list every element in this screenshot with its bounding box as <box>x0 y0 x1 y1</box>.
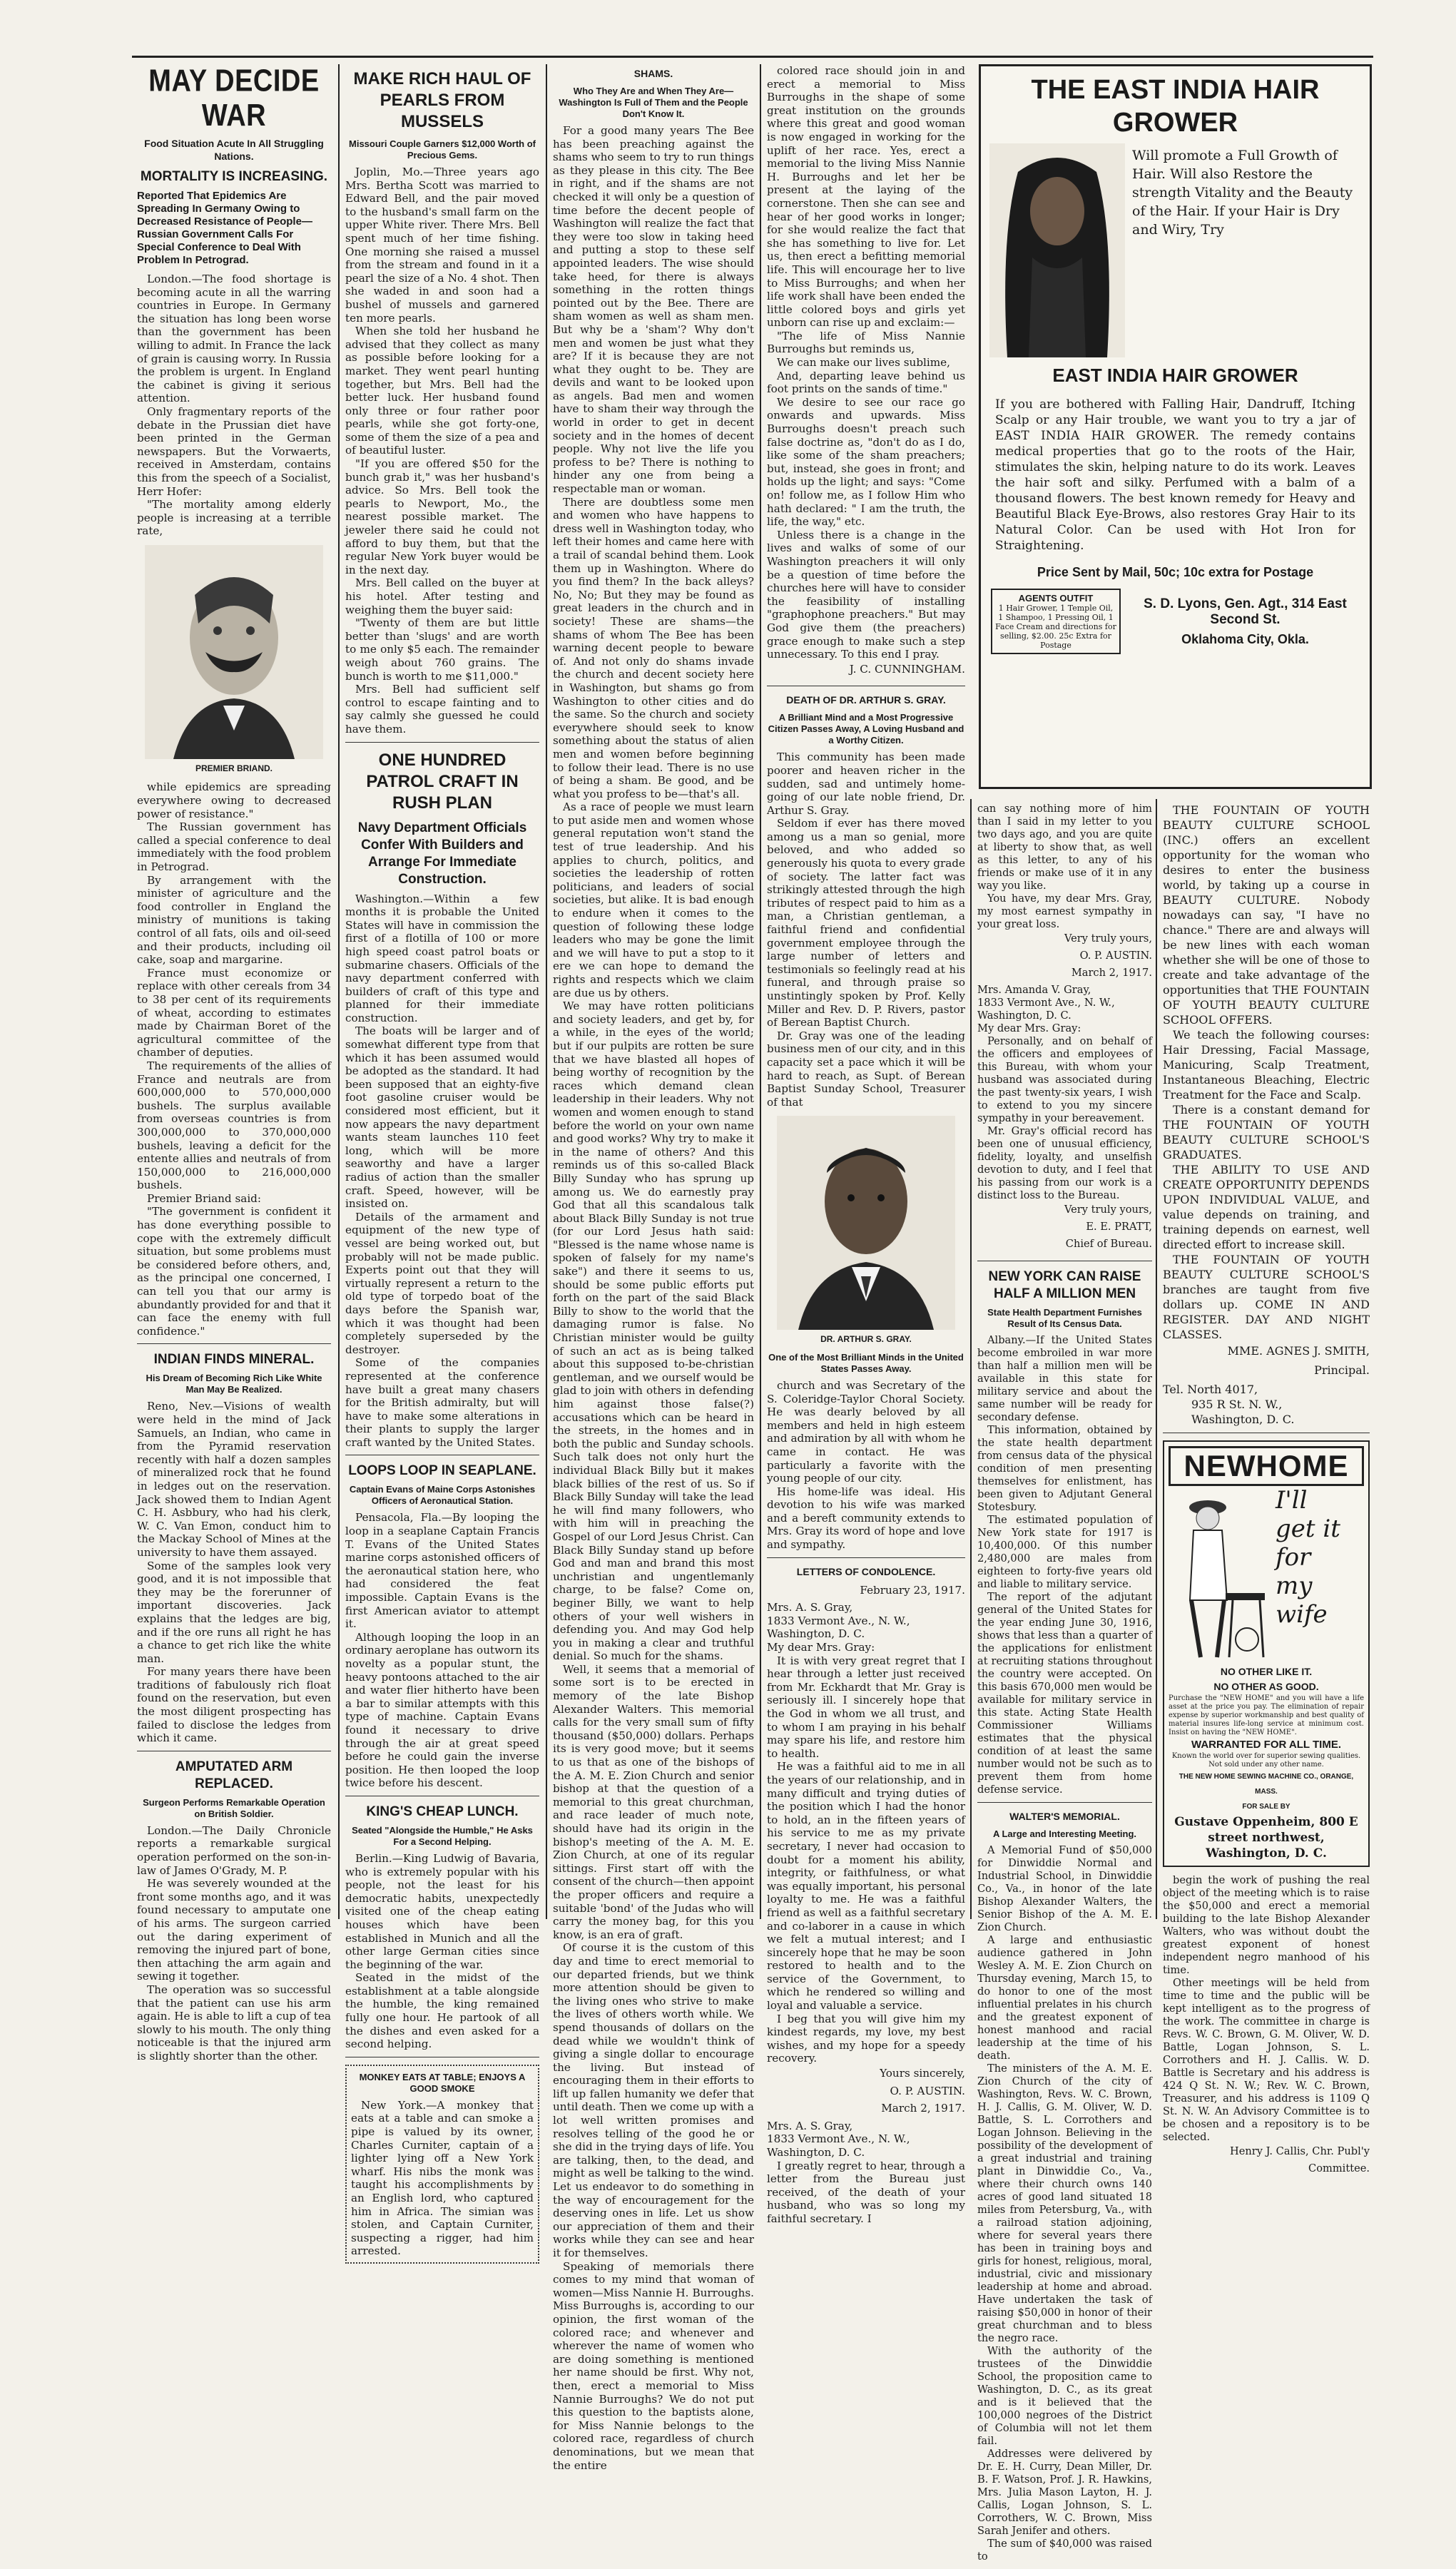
column-rule-3 <box>760 64 761 1919</box>
paragraph: We teach the following courses: Hair Dressing, Facial Massage, Manicuring, Scalp Treatment, Instantaneous Bleaching, Electric Treatment for the Face and Scalp. <box>1163 1028 1370 1102</box>
paragraph: New York.—A monkey that eats at a table and can smoke a pipe is valued by its owner, Charles Curniter, captain of a lighter lying off a New York wharf. His nibs the monk was taught his accomplishments by an English lord, who captured him in Africa. The simian was stolen, and Captain Curniter, suspecting a rigger, had him arrested. <box>351 2098 534 2258</box>
paragraph: Some of the companies represented at the conference have built a great many chasers for the British admiralty, but will have to make some alterations in their plants to supply the larger craft wanted by the United States. <box>345 1356 539 1449</box>
paragraph: The operation was so successful that the patient can use his arm again. He is able to lift a cup of tea slowly to his mouth. The only thing noticeable is that the injured arm is slightly shorter than the other. <box>137 1983 331 2062</box>
paragraph: Well, it seems that a memorial of some sort is to be erected in memory of the late Bishop Alexander Walters. This memorial calls for the very small sum of fifty thousand ($50,000) dollars. Perhaps its is very good move; but it seems to us that as one of the bishops of the A. M. E. Zion Church and senior bishop at that the question of a memorial to this great churchman, and race leader of much note, should have had its origin in the bishop's meeting of the A. M. E. Zion Church, at one of its regular sittings. First start off with the consent of the church—then appoint the proper officers and require a suitable 'bond' of the Judas who will carry the money bag, for this you know, is an era of graft. <box>553 1662 754 1941</box>
column-1 <box>137 63 331 2062</box>
phone: Tel. North 4017, <box>1163 1383 1258 1396</box>
address-line: Mrs. Amanda V. Gray, <box>977 984 1091 996</box>
paragraph: You have, my dear Mrs. Gray, my most earnest sympathy in your great loss. <box>977 892 1152 930</box>
paragraph: It is with very great regret that I hear through a letter just received from Mr. Eckhardt that Mr. Gray is seriously ill. I sincerely hope that the God in whom we all trust, and to whom I am praying in his behalf may spare his life, and restore him to health. <box>767 1654 965 1760</box>
paragraph: He was severely wounded at the front some months ago, and it was found necessary to amputate one of his arms. The surgeon carried out the daring experiment of removing the injured part of bone, then attaching the arm again and sewing it together. <box>137 1877 331 1983</box>
dealer: Gustave Oppenheim, 800 E street northwest, Washington, D. C. <box>1174 1815 1358 1861</box>
verse-line: And, departing leave behind us foot prints on the sands of time." <box>767 369 965 396</box>
article-letters-of-condolence <box>767 1565 965 2232</box>
article-monkey <box>345 2065 539 2264</box>
headline: LETTERS OF CONDOLENCE. <box>796 1565 936 1577</box>
paragraph: With the authority of the trustees of the Dinwiddie School, the proposition came to Washington, D. C., as its great and is it believed that the 100,000 negroes of the District of Columbia will not let them fail. <box>977 2345 1152 2447</box>
deck: Captain Evans of Maine Corps Astonishes Officers of Aeronautical Station. <box>349 1484 536 1507</box>
paragraph: Pensacola, Fla.—By looping the loop in a seaplane Captain Francis T. Evans of the United States marine corps astonished officers of the aeronautical station here, who had considered the feat impossible. Captain Evans is the first American aviator to attempt it. <box>345 1511 539 1631</box>
fine-print: Purchase the "NEW HOME" and you will have a life asset at the price you pay. The elimination of repair expense by superior workmanship and best quality of material insures life-long service at minimum cost. Insist on having the "NEW HOME". <box>1169 1694 1364 1736</box>
ad-new-home-sewing-machine <box>1163 1440 1370 1867</box>
ad-description: If you are bothered with Falling Hair, Dandruff, Itching Scalp or any Hair trouble, we want you to try a jar of EAST INDIA HAIR GROWER. The remedy contains medical properties that go to the roots of the Hair, stimulates the skin, helping nature to do its work. Leaves the hair soft and silky. Perfumed with a balm of a thousand flowers. The best known remedy for Heavy and Beautiful Black Eye-Brows, also restores Gray Hair to its Natural Color. Can be used with Hot Iron for Straightening. <box>995 397 1355 553</box>
column-3 <box>553 64 755 2472</box>
address-line: Mrs. A. S. Gray, <box>767 1601 853 1614</box>
signature: Very truly yours, <box>1064 932 1152 945</box>
portrait-caption: PREMIER BRIAND. <box>195 763 273 773</box>
paragraph: Premier Briand said: <box>147 1191 262 1205</box>
paragraph: Reno, Nev.—Visions of wealth were held in the mind of Jack Samuels, an Indian, who came in from the Pyramid reservation recently with half a dozen samples of mineralized rock that he found in ledges out on the reservation. Jack showed them to Indian Agent C. H. Asbbury, who had his clerk, W. C. Van Emon, conduct him to the Mackay School of Mines at the university to have them assayed. <box>137 1400 331 1559</box>
deck: A Brilliant Mind and a Most Progressive Citizen Passes Away, A Loving Husband and a Worthy Citizen. <box>768 712 964 746</box>
deck: Reported That Epidemics Are Spreading In Germany Owing to Decreased Resistance of People—Russian Government Calls For Special Conference to Deal With Problem In Petrograd. <box>137 190 312 266</box>
paragraph: Speaking of memorials there comes to my mind that woman of women—Miss Nannie H. Burroughs. Miss Burroughs is, according to our opinion, the first woman of the colored race; and whenever and wherever the name of women who are doing something is mentioned her name should be first. Why not, then, erect a memorial to Miss Nannie Burroughs? We do not put this question to the baptists alone, for Miss Nannie belongs to the colored race, regardless of church denominations, but we mean that the entire <box>553 2259 754 2472</box>
headline: MAKE RICH HAUL OF PEARLS FROM MUSSELS <box>353 69 531 131</box>
ad-agent: S. D. Lyons, Gen. Agt., 314 East Second St. <box>1144 596 1347 627</box>
article-walters-memorial <box>977 1810 1152 2569</box>
letters-continued <box>977 803 1152 1261</box>
column-6 <box>1163 803 1370 2174</box>
column-rule-5 <box>1156 799 1157 1919</box>
paragraph: The boats will be larger and of somewhat different type from that which it has been assumed would be adopted as the standard. It had been supposed that an eighty-five foot gasoline cruiser would be considered most efficient, but it now appears the navy department wants steam launches 110 feet long, which will be more seaworthy and have a larger radius of action than the smaller craft. Speed, however, will be insisted on. <box>345 1024 539 1211</box>
deck: Surgeon Performs Remarkable Operation on British Soldier. <box>143 1796 325 1819</box>
paragraph: Washington.—Within a few months it is probable the United States will have in commission the first of a flotilla of 100 or more high speed coast patrol boats or submarine chasers. Officials of the navy department conferred with builders of craft of this type and planned for their immediate construction. <box>345 892 539 1024</box>
paragraph: Dr. Gray was one of the leading business men of our city, and in this capacity set a pace which it will be hard to reach, as Supt. of Berean Baptist Sunday School, Treasurer of that <box>767 1029 965 1109</box>
article-patrol-craft <box>345 750 539 1456</box>
principal-title: Principal. <box>1314 1363 1370 1377</box>
agents-outfit-title: AGENTS OUTFIT <box>1018 593 1094 604</box>
verse-line: We can make our lives sublime, <box>777 356 950 370</box>
paragraph: A Memorial Fund of $50,000 for Dinwiddie Normal and Industrial School, in Dinwiddie Co., Va., in honor of the late Bishop Alexander Walters, the Senior Bishop of the A. M. E. Zion Church. <box>977 1844 1152 1933</box>
agents-outfit-contents: 1 Hair Grower, 1 Temple Oil, 1 Shampoo, 1 Pressing Oil, 1 Face Cream and directions for selling, $2.00. 25c Extra for Postage <box>995 604 1116 650</box>
tagline: NO OTHER LIKE IT. <box>1220 1666 1313 1677</box>
paragraph: "Twenty of them are but little better than 'slugs' and are worth to me only $5 each. The remainder weigh about 760 grains. The bunch is worth to me $11,000." <box>345 616 539 683</box>
tagline: NO OTHER AS GOOD. <box>1213 1681 1319 1692</box>
column-rule-2 <box>546 64 547 1919</box>
article-indian-finds-mineral <box>137 1351 331 1751</box>
address-line: 1833 Vermont Ave., N. W., <box>977 997 1115 1009</box>
address-line: 1833 Vermont Ave., N. W., <box>767 2132 910 2146</box>
deck: Food Situation Acute In All Struggling Nations. <box>144 138 324 162</box>
paragraph: London.—The food shortage is becoming acute in all the warring countries in Europe. In Germany the situation has long been worse than the government has been willing to admit. In France the lack of grain is causing worry. In Russia the problem is urgent. In England the cabinet is giving it serious attention. <box>137 273 331 405</box>
paragraph: Of course it is the custom of this day and time to erect memorial to our departed friends, but we think more attention should be given to the living ones who strive to make the lives of others worth while. We spend thousands of dollars on the dead while we wouldn't think of giving a single dollar to encourage the living. But instead of encouraging them in their efforts to lift up fallen humanity we defer that until death. Then we come up with a lot well written promises and resolves telling of the good he or she did in the trying days of life. You are talking, then, to the dead, and might as well be talking to the wind. Let us endeavor to do something in the way of encouragement for the deserving ones in life. Let us show our appreciation of them and their works while they can see and hear it for themselves. <box>553 1941 754 2259</box>
article-loops-loop <box>345 1462 539 1796</box>
column-rule-1 <box>338 64 340 1919</box>
signature: Committee. <box>1308 2162 1370 2174</box>
paragraph: France must economize or replace with other cereals from 34 to 38 per cent of its requirements of wheat, according to estimates made by Chairman Boret of the agricultural committee of the chamber of deputies. <box>137 966 331 1059</box>
letter-date: March 2, 1917. <box>881 2102 965 2115</box>
article-death-of-dr-gray <box>767 693 965 1557</box>
article-amputated-arm <box>137 1759 331 2069</box>
ad-city: Oklahoma City, Okla. <box>1181 631 1309 646</box>
paragraph: colored race should join in and erect a memorial to Miss Burroughs in the shape of some great institution on the grounds where this great and good woman is now engaged in working for the uplift of her race. Yes, erect a memorial to the living Miss Nannie H. Burroughs and let her be present at the laying of the cornerstone. Then she can see and hear of her good works in longer; for she would realize the fact that she has something to live for. Let us, then erect a befitting memorial life. This will encourage her to live to Miss Burroughs; and when her life work shall have been ended the little colored boys and girls yet unborn can rise up and exclaim:— <box>767 64 965 330</box>
warranty: WARRANTED FOR ALL TIME. <box>1191 1739 1341 1751</box>
paragraph: The report of the adjutant general of the United States for the year ending June 30, 1916, shows that less than a quarter of the applications for enlistment at recruiting stations throughout the country were accepted. On this basis 670,000 men would be available for military service in this state. Acting State Health Commissioner Williams estimates that the physical condition of at least the same number would not be such as to prevent them from home defense service. <box>977 1591 1152 1796</box>
portrait-dr-arthur-gray <box>777 1116 955 1330</box>
paragraph: His home-life was ideal. His devotion to his wife was marked and a bereft community extends to Mrs. Gray its word of hope and love and sympathy. <box>767 1485 965 1552</box>
headline: MONKEY EATS AT TABLE; ENJOYS A GOOD SMOKE <box>359 2071 526 2094</box>
address-line: Washington, D. C. <box>977 1009 1071 1022</box>
letter-date: March 2, 1917. <box>1071 967 1152 979</box>
verse-line: "The life of Miss Nannie Burroughs but reminds us, <box>767 329 965 356</box>
letter-date: February 23, 1917. <box>860 1583 965 1597</box>
principal-name: MME. AGNES J. SMITH, <box>1227 1344 1370 1358</box>
paragraph: Some of the samples look very good, and it is not impossible that they may be the forerunner of important discoveries. Jack explains that the ledges are big, and if the ore runs all right he has a chance to get rich like the white man. <box>137 1559 331 1665</box>
headline: KING'S CHEAP LUNCH. <box>366 1804 519 1819</box>
signature: Chief of Bureau. <box>1065 1238 1152 1250</box>
manufacturer: THE NEW HOME SEWING MACHINE CO., ORANGE, MASS. <box>1178 1773 1354 1796</box>
article-kings-lunch <box>345 1804 539 2057</box>
signature: Yours sincerely, <box>880 2067 965 2080</box>
headline: DEATH OF DR. ARTHUR S. GRAY. <box>786 694 946 706</box>
paragraph: can say nothing more of him than I said in my letter to you two days ago, and you are quite at liberty to show that, as well as this letter, to any of his friends or make use of it in any way you like. <box>977 803 1152 892</box>
salutation: My dear Mrs. Gray: <box>767 1641 875 1654</box>
ad-title-2: EAST INDIA HAIR GROWER <box>1052 365 1298 386</box>
paragraph: The estimated population of New York state for 1917 is 10,400,000. Of this number 2,480,000 are males from eighteen to forty-five years old and liable to military service. <box>977 1514 1152 1590</box>
paragraph: By arrangement with the minister of agriculture and the food controller in England the ministry of munitions is taking control of all fats, oils and oil-seed and their products, including oil cake, soap and margarine. <box>137 873 331 967</box>
paragraph: I greatly regret to hear, through a letter from the Bureau just received, of the death of your husband, who was so long my faithful secretary. I <box>767 2159 965 2225</box>
paragraph: This community has been made poorer and heaven richer in the sudden, sad and untimely home-going of our late noble friend, Dr. Arthur S. Gray. <box>767 751 965 817</box>
column-4 <box>767 64 965 2225</box>
man-with-sewing-machine-image <box>1169 1486 1268 1664</box>
headline: SHAMS. <box>633 68 673 79</box>
slogan-line: my wife <box>1276 1572 1328 1629</box>
deck: State Health Department Furnishes Result of Its Census Data. <box>987 1307 1142 1329</box>
paragraph: Although looping the loop in an ordinary aeroplane has outworn its novelty as a popular stunt, the heavy pontoons attached to the air and water flier hitherto have been a bar to similar attempts with this type of machine. Captain Evans found it necessary to drive through the air at great speed before he could gain the inverse position. He then looped the loop twice before his descent. <box>345 1630 539 1790</box>
deck: Who They Are and When They Are—Washington Is Full of Them and the People Don't Know It. <box>559 86 748 119</box>
column-2 <box>345 64 539 2258</box>
address-line: Washington, D. C. <box>767 1627 865 1641</box>
deck: His Dream of Becoming Rich Like White Man May Be Realized. <box>146 1373 322 1395</box>
paragraph: Mrs. Bell called on the buyer at his hotel. After testing and weighing them the buyer said: <box>345 576 539 616</box>
paragraph: We desire to see our race go onwards and upwards. Miss Burroughs doesn't preach such false doctrine as, "don't do as I do, like some of the sham preachers; but, instead, she goes in front; and holds up the light; and says: "Come on! follow me, as I follow Him who hath declared: " I am the truth, the life, the way," etc. <box>767 395 965 529</box>
column-rule-4 <box>970 799 972 1919</box>
paragraph: London.—The Daily Chronicle reports a remarkable surgical operation performed on the son-in-law of James O'Grady, M. P. <box>137 1823 331 1877</box>
paragraph: Mrs. Bell had sufficient self control to escape fainting and to say calmly she guessed he could have them. <box>345 683 539 736</box>
article-may-decide-war <box>137 63 331 1344</box>
ad-price: Price Sent by Mail, 50c; 10c extra for Postage <box>1037 565 1314 579</box>
slogan-line: for <box>1276 1543 1311 1572</box>
top-rule <box>132 56 1373 58</box>
address-line: Washington, D. C. <box>767 2146 865 2159</box>
signature: O. P. AUSTIN. <box>890 2084 965 2097</box>
headline: WALTER'S MEMORIAL. <box>1009 1811 1120 1822</box>
paragraph: We may have rotten politicians and society leaders, and get by, for a while, in the eyes of the world; but if our pulpits are rotten be sure that we have blasted all hopes of being worthy of recognition by the races which demand clean leadership in their leaders. Why not women and women enough to stand before the world on your own name and good works? Why try to make it in the name of others? And this reminds us of this so-called Black Billy Sunday who has sprung up among us. We do earnestly pray God that all this scandalous talk about Black Billy Sunday is not true (for our Lord Jesus hath said: "Blessed is the name whose name is spoken of falsely for my name's sake") and there it seems to us, should be some public efforts put forth on the part of the said Black Billy to show to the world that the damaging rumor is false. No Christian minister would be guilty of such an act as is being talked about this supposed to-be-christian gentleman, and we ourself would be glad to join with others in defending him against those false(?) accusations which can be heard in the streets, in the homes and in both the public and Sunday schools. Such talk does not only hurt the individual Black Billy but it makes black billies of the rest of us. So if Black Billy Sunday will take the lead he will find many followers, who with him will in preaching the Gospel of our Lord Jesus Christ. Can Black Billy Sunday stand up before God and man and brand this most unchristian and ungentlemanly charge, to be false? Come on, beginer Billy, we want to help others of your well wishers in defending you. And may God help you in making a clear and truthful denial. So much for the shams. <box>553 999 754 1663</box>
deck: A Large and Interesting Meeting. <box>992 1828 1137 1839</box>
ad-intro: Will promote a Full Growth of Hair. Will also Restore the strength Vitality and the Beauty of the Hair. If your Hair is Dry and Wiry, Try <box>1132 148 1353 238</box>
signature: J. C. CUNNINGHAM. <box>849 662 965 676</box>
headline: LOOPS LOOP IN SEAPLANE. <box>348 1463 536 1479</box>
subhead: MORTALITY IS INCREASING. <box>140 169 328 184</box>
ad-east-india-hair-grower <box>979 64 1372 789</box>
paragraph: The requirements of the allies of France and neutrals are from 600,000,000 to 570,000,000 bushels. The surplus available from overseas countries is from 300,000,000 to 370,000,000 bushels, leaving a deficit for the entente allies and neutrals of from 150,000,000 to 216,000,000 bushels. <box>137 1059 331 1192</box>
signature: Henry J. Callis, Chr. Publ'y <box>1230 2145 1370 2157</box>
deck: Navy Department Officials Confer With Builders and Arrange For Immediate Construction. <box>357 820 527 887</box>
ad-title: THE EAST INDIA HAIR GROWER <box>1031 75 1320 138</box>
paragraph: The ministers of the A. M. E. Zion Church of the city of Washington, Revs. W. C. Brown, H. J. Callis, G. M. Oliver, W. D. Battle, S. L. Corrothers and Logan Johnson. Believing in the possibility of the development of a great industrial and training plant in Dinwiddie Co., Va., where their church owns 140 acres of good land situated 18 miles from Petersburg, Va., with a railroad station adjoining, where for several years there has been in training boys and girls for honest, religious, moral, industrial, civic and missionary leadership at home and abroad. Have undertaken the task of raising $50,000 in honor of their great churchman and to bless the negro race. <box>977 2062 1152 2344</box>
paragraph: "If you are offered $50 for the bunch grab it," was her husband's advice. So Mrs. Bell took the pearls to Newport, Mo., the nearest possible market. The jeweler there said he could not afford to buy them, but that the regular New York buyer would be in the next day. <box>345 457 539 576</box>
deck: Missouri Couple Garners $12,000 Worth of Precious Gems. <box>349 138 536 161</box>
article-walters-memorial-continued <box>1163 1874 1370 2185</box>
headline-may-decide-war: MAY DECIDE WAR <box>148 63 320 133</box>
paragraph: Seldom if ever has there moved among us a man so genial, more beloved, and who added so generously his quota to every grade of society. The latter fact was strikingly attested through the high tributes of respect paid to him as a man, a Christian gentleman, a faithful friend and confidential government employee through the large number of letters and testimonials so feelingly read at his funeral, and through praise so unstintingly spoken by Prof. Kelly Miller and Rev. D. P. Rivers, pastor of Berean Baptist Church. <box>767 817 965 1029</box>
paragraph: begin the work of pushing the real object of the meeting which is to raise the $50,000 and erect a memorial building to the late Bishop Alexander Walters, who was without doubt the greatest exponent of honest independent negro manhood of his time. <box>1163 1874 1370 1976</box>
paragraph: Personally, and on behalf of the officers and employees of this Bureau, with whom your husband was associated during the past twenty-six years, I wish to extend to you my sincere sympathy in your bereavement. <box>977 1035 1152 1124</box>
headline: AMPUTATED ARM REPLACED. <box>175 1759 293 1791</box>
salutation: My dear Mrs. Gray: <box>977 1022 1081 1034</box>
article-new-york-half-million <box>977 1268 1152 1803</box>
headline: INDIAN FINDS MINERAL. <box>153 1352 315 1368</box>
address-line: 935 R St. N. W., <box>1191 1398 1283 1411</box>
portrait-subcaption: One of the Most Brilliant Minds in the United States Passes Away. <box>768 1351 964 1374</box>
headline: NEW YORK CAN RAISE HALF A MILLION MEN <box>988 1269 1141 1301</box>
paragraph: There are doubtless some men and women who have happens to dress well in Washington today, who left their homes and came here with a trail of scandal behind them. Look them up in Washington. Where do you find them? In the back alleys? No, No; But they may be found as great leaders in the church and in society! These are shams—the shams of whom The Bee has been warning decent people to beware of. And not only do shams invade the church and decent society here in Washington, but shams go from Washington to other cities and do the same. So the church and society everywhere should seek to know something about the status of alien men and women before beginning to follow their lead. There is no use of being a sham. Be good, and be what you profess to be—that's all. <box>553 495 754 800</box>
headline: ONE HUNDRED PATROL CRAFT IN RUSH PLAN <box>366 750 519 813</box>
paragraph: Albany.—If the United States become embroiled in war more than half a million men will be available in this state for military service and about the same number will be ready for secondary defense. <box>977 1334 1152 1423</box>
signature: Very truly yours, <box>1064 1204 1152 1216</box>
slogan-line: I'll <box>1276 1486 1308 1515</box>
signature: O. P. AUSTIN. <box>1079 950 1152 962</box>
article-pearls <box>345 68 539 743</box>
portrait-premier-briand <box>145 545 323 759</box>
signature: E. E. PRATT, <box>1086 1221 1152 1233</box>
paragraph: Seated in the midst of the establishment at a table alongside the humble, the king remained fully one hour. He partook of all the dishes and even asked for a second helping. <box>345 1971 539 2051</box>
paragraph: THE FOUNTAIN OF YOUTH BEAUTY CULTURE SCHOOL'S branches are taught from five dollars up. COME IN AND REGISTER. DAY AND NIGHT CLASSES. <box>1163 1253 1370 1341</box>
paragraph: He was a faithful aid to me in all the years of our relationship, and in many difficult and trying duties of the position which I had the honor to hold, an in the fifteen years of his service to me as my private secretary, I never had occasion to doubt for a moment his ability, integrity, or faithfulness, or what was equally important, his personal loyalty to me. He was a faithful friend as well as a faithful secretary and co-laborer in a cause in which we felt a mutual interest; and I sincerely hope that he may be soon restored to health and to the service of the Government, to which he rendered so willing and loyal and valuable a service. <box>767 1760 965 2013</box>
paragraph: "The mortality among elderly people is increasing at a terrible rate, <box>137 498 331 538</box>
paragraph: THE ABILITY TO USE AND CREATE OPPORTUNITY DEPENDS UPON INDIVIDUAL VALUE, and value depends on training, and training depends on earnest, well directed effort to increase skill. <box>1163 1163 1370 1251</box>
ad-fountain-of-youth-school <box>1163 803 1370 1433</box>
address-line: Mrs. A. S. Gray, <box>767 2119 853 2132</box>
paragraph: For many years there have been traditions of fabulously rich float found on the reservation, but even the most diligent prospecting has failed to disclose the ledges from which it came. <box>137 1665 331 1745</box>
paragraph: The Russian government has called a special conference to deal immediately with the food problem in Petrograd. <box>137 820 331 874</box>
portrait-caption: DR. ARTHUR S. GRAY. <box>820 1334 912 1345</box>
paragraph: I beg that you will give him my kindest regards, my love, my best wishes, and my hope for a speedy recovery. <box>767 2012 965 2065</box>
woman-portrait-image <box>989 143 1125 357</box>
article-shams-continued <box>767 64 965 686</box>
paragraph: When she told her husband he advised that they collect as many as possible before looking for a market. They went pearl hunting together, but Mrs. Bell had the better luck. Her husband found only three or four rather poor pearls, while she got forty-one, some of them the size of a pea and of beautiful luster. <box>345 325 539 457</box>
paragraph: "The government is confident it has done everything possible to cope with the extremely difficult situation, but some problems must be considered before others, and, as the principal one concerned, I can tell you that our army is abundantly provided for and that it can face the enemy with full confidence." <box>137 1205 331 1338</box>
paragraph: The sum of $40,000 was raised to <box>977 2538 1152 2563</box>
for-sale-by: FOR SALE BY <box>1242 1803 1290 1811</box>
slogan-line: get it <box>1276 1515 1340 1543</box>
paragraph: Addresses were delivered by Dr. E. H. Curry, Dean Miller, Dr. B. F. Watson, Prof. J. R. Hawkins, Mrs. Julia Mason Layton, H. J. Callis, Logan Johnson, S. L. Corrothers, W. C. Brown, Miss Sarah Jenifer and others. <box>977 2448 1152 2537</box>
paragraph: Details of the armament and equipment of the new type of vessel are being worked out, but probably will not be made public. Experts point out that they will virtually represent a return to the old type of torpedo boat of the days before the Spanish war, which it was thought had been completely superseded by the destroyer. <box>345 1210 539 1356</box>
paragraph: while epidemics are spreading everywhere owing to decreased power of resistance." <box>137 780 331 820</box>
paragraph: There is a constant demand for THE FOUNTAIN OF YOUTH BEAUTY CULTURE SCHOOL'S GRADUATES. <box>1163 1103 1370 1161</box>
fine-print: Known the world over for superior sewing qualities. Not sold under any other name. <box>1171 1752 1361 1769</box>
article-shams <box>553 67 754 2478</box>
paragraph: For a good many years The Bee has been preaching against the shams who seem to try to run things as they please in this city. The Bee in right, and if the shams are not checked it will only be a question of time before the decent people of Washington will realize the fact that they were too slow in taking heed and putting a stop to these self appointed leaders. The wise should take heed, for there is always something in the rotten things pointed out by the Bee. There are sham women as well as sham men. But why be a 'sham'? Why don't men and women be just what they are? If it is because they are not what they ought to be. They are devils and want to be looked upon as angels. Bad men and women have to sham their way through the world in order to get in decent society and in the homes of decent people. Why not live the life you profess to be? There is nothing to hinder any one from being a respectable man or woman. <box>553 124 755 496</box>
paragraph: THE FOUNTAIN OF YOUTH BEAUTY CULTURE SCHOOL (INC.) offers an excellent opportunity for the woman who desires to enter the business world, by taking up a course in BEAUTY CULTURE. Nobody nowadays can say, "I have no chance." There are and always will be new lines with each woman whether she will be one of those to create and take advantage of the opportunities that THE FOUNTAIN OF YOUTH BEAUTY CULTURE SCHOOL OFFERS. <box>1163 803 1370 1027</box>
deck: Seated "Alongside the Humble," He Asks For a Second Helping. <box>352 1824 533 1847</box>
paragraph: As a race of people we must learn to put aside men and women whose general reputation won't stand the test of true leadership. And his applies to church, politics, and societies the leadership of rotten politicians, and leaders of social societies, but alike. It is bad enough to endure when it comes to the question of following these lodge leaders who may be gone the limit and we will have to put a stop to it ere we can hope to demand the rights and respects which we claim are due us by others. <box>553 800 754 999</box>
paragraph: Berlin.—King Ludwig of Bavaria, who is extremely popular with his people, not the least for his democratic habits, unexpectedly visited one of the cheap eating houses which have been established in Munich and all the other large German cities since the beginning of the war. <box>345 1851 539 1971</box>
paragraph: A large and enthusiastic audience gathered in John Wesley A. M. E. Zion Church on Thursday evening, March 15, to do honor to one of the most influential prelates in his church and the greatest exponent of honest manhood and racial leadership at the time of his death. <box>977 1934 1152 2062</box>
address-line: Washington, D. C. <box>1191 1413 1295 1426</box>
paragraph: church and was Secretary of the S. Coleridge-Taylor Choral Society. He was dearly beloved by all members and held in high esteem and admiration by all with whom he came in contact. He was particularly a favorite with the young people of our city. <box>767 1378 965 1485</box>
column-5-text <box>977 803 1152 2563</box>
paragraph: Unless there is a change in the lives and walks of some of our Washington preachers it will only be a question of time before the churches here will have to consider the feasibility of installing "graphophone preachers." But may God give them (the preachers) grace enough to make such a step unnecessary. To this end I pray. <box>767 528 965 661</box>
address-line: 1833 Vermont Ave., N. W., <box>767 1614 910 1627</box>
paragraph: This information, obtained by the state health department from census data of the physical condition of men presenting themselves for enlistment, has been given to Adjutant General Stotesbury. <box>977 1424 1152 1513</box>
paragraph: Joplin, Mo.—Three years ago Mrs. Bertha Scott was married to Edward Bell, and the pair moved to the husband's small farm on the upper White river. There Mrs. Bell spent much of her time fishing. One morning she raised a mussel from the stream and found in it a pearl the size of a No. 4 shot. Then she waded in and soon had a bushel of mussels and garnered ten more pearls. <box>345 166 539 325</box>
paragraph: Other meetings will be held from time to time and the public will be kept intelligent as to the progress of the work. The committee in charge is Revs. W. C. Brown, G. M. Oliver, W. D. Battle, Logan Johnson, S. L. Corrothers and H. J. Callis. W. D. Battle is Secretary and his address is 424 Q St. N. W.; Rev. W. C. Brown, Treasurer, and his address is 1109 Q St. N. W. An Advisory Committee is to be chosen and a repository is to be selected. <box>1163 1977 1370 2143</box>
paragraph: Only fragmentary reports of the debate in the Prussian diet have been printed in the German newspapers. But the Vorwaerts, received in Amsterdam, contains this from the speech of a Socialist, Herr Hofer: <box>137 405 331 498</box>
paragraph: Mr. Gray's official record has been one of unusual efficiency, fidelity, loyalty, and unselfish devotion to duty, and I feel that his passing from our work is a distinct loss to the Bureau. <box>977 1125 1152 1201</box>
brand-logo: NEWHOME <box>1169 1446 1364 1486</box>
agents-outfit-box <box>991 589 1121 654</box>
